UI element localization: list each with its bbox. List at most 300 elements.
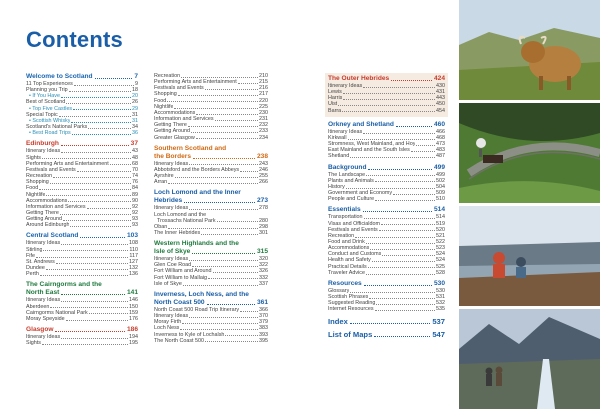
dot-leader [55, 331, 125, 332]
dot-leader [61, 338, 128, 339]
entry-page-number: 26 [132, 99, 138, 106]
dot-leader [191, 132, 258, 133]
dot-leader [63, 220, 131, 221]
entry-title: Harris [328, 95, 343, 102]
entry-page-number: 522 [436, 238, 445, 245]
dot-leader [342, 111, 435, 112]
dot-leader [343, 93, 435, 94]
entry-title: Food [26, 185, 39, 192]
entry-page-number: 176 [129, 315, 138, 322]
entry-page-number: 132 [129, 265, 138, 272]
entry-title: Fife [26, 252, 35, 259]
section-heading[interactable] [154, 240, 268, 248]
toc-entry[interactable] [328, 270, 445, 276]
dot-leader [350, 323, 430, 324]
entry-page-number: 18 [132, 87, 138, 94]
dot-leader [208, 278, 258, 279]
entry-page-number: 370 [259, 313, 268, 320]
section-title: Index [328, 316, 348, 326]
section-title: Isle of Skye [154, 248, 191, 256]
dot-leader [61, 145, 129, 146]
entry-page-number: 210 [259, 73, 268, 79]
entry-title: Itinerary Ideas [154, 160, 189, 167]
section-heading[interactable] [328, 75, 445, 83]
entry-page-number: 301 [259, 229, 268, 236]
dot-leader [42, 158, 131, 159]
entry-title: Sights [26, 154, 41, 161]
toc-entry[interactable] [154, 230, 268, 236]
dot-leader [68, 201, 131, 202]
entry-page-number: 89 [132, 191, 138, 198]
toc-section [328, 121, 445, 160]
entry-page-number: 266 [259, 179, 268, 186]
entry-page-number: 430 [436, 83, 445, 89]
dot-leader [355, 237, 435, 238]
section-page-number: 547 [432, 329, 445, 339]
entry-title: Ayrshire [154, 173, 174, 180]
entry-title: Planning you Trip [26, 87, 68, 94]
entry-page-number: 215 [259, 79, 268, 86]
entry-title: Itinerary Ideas [26, 240, 61, 247]
section-page-number: 514 [433, 206, 445, 214]
entry-page-number: 395 [259, 337, 268, 344]
entry-page-number: 29 [132, 105, 138, 112]
section-title: Essentials [328, 206, 361, 214]
section-page-number: 537 [432, 316, 445, 326]
toc-section [325, 73, 448, 117]
entry-title: Internet Resources [328, 306, 374, 313]
toc-column-3 [328, 73, 445, 339]
entry-page-number: 36 [132, 130, 138, 137]
section-page-number: 424 [433, 75, 445, 82]
entry-page-number: 520 [436, 226, 445, 233]
entry-page-number: 31 [132, 117, 138, 124]
entry-title: Lewis [328, 89, 342, 96]
dot-leader [43, 250, 128, 251]
section-title: Glasgow [26, 326, 54, 333]
dot-leader [168, 183, 258, 184]
section-page-number: 530 [433, 279, 445, 287]
entry-page-number: 466 [436, 128, 445, 135]
dot-leader [182, 323, 258, 324]
dot-leader [193, 158, 255, 159]
dot-leader [61, 294, 125, 295]
dot-leader [192, 253, 255, 254]
dot-leader [46, 269, 128, 270]
entry-page-number: 217 [259, 91, 268, 98]
entry-page-number: 454 [436, 107, 445, 114]
entry-page-number: 108 [129, 240, 138, 247]
entry-title: • If You Have [29, 93, 60, 100]
entry-page-number: 450 [436, 101, 445, 108]
entry-page-number: 20 [132, 93, 138, 100]
entry-title: Trossachs National Park [157, 217, 216, 224]
dot-leader [205, 341, 258, 342]
entry-page-number: 509 [436, 190, 445, 197]
entry-page-number: 528 [436, 269, 445, 276]
entry-title: Itinerary Ideas [154, 313, 189, 320]
dot-leader [89, 313, 128, 314]
dot-leader [61, 244, 128, 245]
section-heading[interactable] [328, 317, 445, 326]
dot-leader [396, 126, 432, 127]
toc-entry[interactable] [26, 222, 138, 228]
dot-leader [95, 78, 133, 79]
entry-page-number: 322 [259, 262, 268, 269]
entry-title: Itinerary Ideas [328, 83, 363, 89]
toc-entry[interactable] [26, 316, 138, 322]
toc-entry[interactable] [26, 340, 138, 346]
entry-title: Recreation [26, 173, 53, 180]
entry-title: Fort William to Mallaig [154, 274, 208, 281]
entry-title: Dundee [26, 265, 45, 272]
entry-page-number: 366 [259, 306, 268, 313]
dot-leader [375, 181, 435, 182]
entry-title: Accommodations [328, 245, 370, 252]
entry-title: Getting There [154, 122, 187, 129]
dot-leader [189, 164, 258, 165]
entry-title: Uist [328, 101, 338, 108]
dot-leader [364, 285, 432, 286]
toc-entry[interactable] [26, 271, 138, 277]
entry-title: Glen Coe Road [154, 262, 192, 269]
entry-page-number: 326 [259, 268, 268, 275]
dot-leader [372, 261, 435, 262]
photo-strip [459, 0, 600, 409]
entry-page-number: 524 [436, 251, 445, 258]
entry-title: Getting There [26, 209, 59, 216]
dot-leader [350, 157, 435, 158]
entry-page-number: 468 [436, 134, 445, 141]
dot-leader [382, 255, 435, 256]
dot-leader [393, 194, 435, 195]
entry-title: Barra [328, 107, 342, 114]
toc-entry[interactable] [328, 306, 445, 312]
dot-leader [411, 151, 435, 152]
entry-page-number: 110 [129, 246, 138, 253]
dot-leader [73, 109, 131, 110]
dot-leader [72, 134, 131, 135]
toc-section [328, 317, 445, 326]
dot-leader [60, 214, 131, 215]
section-heading[interactable] [154, 153, 268, 161]
toc-entry[interactable] [154, 179, 268, 185]
photo-waterfall-skye [459, 309, 600, 409]
dot-leader [238, 83, 258, 84]
dot-leader [87, 208, 131, 209]
dot-leader [61, 152, 131, 153]
dot-leader [205, 89, 258, 90]
entry-title: Stirling [26, 246, 43, 253]
entry-title: 11 Top Experiences [26, 81, 73, 87]
section-page-number: 103 [126, 232, 138, 240]
dot-leader [61, 97, 131, 98]
entry-title: Shopping [26, 179, 49, 186]
dot-leader [215, 120, 258, 121]
dot-leader [40, 275, 128, 276]
entry-title: Food [154, 97, 167, 104]
toc-section [26, 140, 138, 228]
dot-leader [174, 108, 258, 109]
entry-title: History [328, 183, 345, 190]
entry-title: Shetland [328, 153, 350, 160]
entry-page-number: 48 [132, 154, 138, 161]
toc-section [26, 232, 138, 277]
entry-title: Greater Glasgow [154, 134, 195, 141]
entry-title: Itinerary Ideas [154, 205, 189, 212]
dot-leader [374, 336, 430, 337]
toc-section [154, 189, 268, 236]
toc-entry[interactable] [154, 135, 268, 141]
dot-leader [207, 304, 255, 305]
entry-page-number: 195 [129, 340, 138, 347]
entry-title: Nightlife [26, 191, 46, 198]
section-heading[interactable] [154, 189, 268, 197]
entry-page-number: 68 [132, 160, 138, 167]
entry-title: Loch Ness [154, 325, 180, 332]
section-heading[interactable] [26, 281, 138, 289]
dot-leader [70, 226, 131, 227]
entry-page-number: 523 [436, 245, 445, 252]
dot-leader [196, 114, 258, 115]
entry-page-number: 473 [436, 141, 445, 148]
toc-section [154, 145, 268, 186]
entry-page-number: 332 [259, 274, 268, 281]
entry-page-number: 525 [436, 263, 445, 270]
section-page-number: 315 [256, 248, 268, 256]
entry-page-number: 531 [436, 294, 445, 301]
dot-leader [110, 164, 131, 165]
dot-leader [61, 301, 128, 302]
dot-leader [366, 243, 435, 244]
entry-page-number: 150 [129, 303, 138, 310]
entry-title: Itinerary Ideas [154, 256, 189, 263]
toc-entry[interactable] [154, 338, 268, 344]
entry-title: Cairngorms National Park [26, 309, 88, 316]
dot-leader [183, 285, 258, 286]
section-heading[interactable] [328, 164, 445, 172]
dot-leader [366, 274, 435, 275]
toc-column-2 [154, 73, 268, 344]
dot-leader [69, 91, 131, 92]
toc-entry[interactable] [328, 153, 445, 159]
section-heading[interactable] [154, 248, 268, 256]
section-heading[interactable] [328, 280, 445, 288]
dot-leader [379, 230, 435, 231]
dot-leader [375, 310, 435, 311]
section-heading[interactable] [26, 73, 138, 81]
entry-title: Loch Lomond and the [154, 211, 207, 218]
dot-leader [343, 99, 435, 100]
entry-page-number: 337 [259, 280, 268, 287]
section-heading[interactable] [154, 145, 268, 153]
photo-highland-cow [459, 0, 600, 100]
entry-page-number: 117 [129, 252, 138, 259]
dot-leader [50, 307, 128, 308]
entry-page-number: 524 [436, 257, 445, 264]
section-page-number: 141 [126, 289, 138, 297]
dot-leader [189, 317, 258, 318]
entry-title: Itinerary Ideas [26, 334, 61, 340]
dot-leader [348, 139, 435, 140]
entry-page-number: 216 [259, 85, 268, 92]
toc-section [154, 240, 268, 287]
dot-leader [196, 138, 258, 139]
entry-title: Information and Services [154, 116, 214, 123]
dot-leader [363, 211, 432, 212]
dot-leader [178, 95, 258, 96]
dot-leader [167, 101, 258, 102]
entry-title: People and Culture [328, 196, 375, 203]
entry-title: Plants and Animals [328, 177, 374, 184]
entry-page-number: 230 [259, 109, 268, 116]
entry-page-number: 443 [436, 95, 445, 102]
entry-page-number: 514 [436, 214, 445, 221]
entry-title: Conduct and Customs [328, 251, 382, 258]
page-title: Contents [26, 27, 123, 52]
entry-page-number: 92 [132, 209, 138, 216]
dot-leader [66, 320, 128, 321]
dot-leader [375, 200, 435, 201]
entry-page-number: 70 [132, 166, 138, 173]
entry-title: Around Edinburgh [26, 222, 70, 229]
section-heading[interactable] [328, 206, 445, 214]
toc-entry[interactable] [328, 196, 445, 202]
entry-title: • Scottish Whisky [29, 117, 71, 124]
entry-title: Accommodations [154, 109, 196, 116]
section-heading[interactable] [154, 299, 268, 307]
entry-title: Health and Safety [328, 257, 371, 264]
dot-leader [168, 228, 258, 229]
entry-page-number: 499 [436, 171, 445, 178]
dot-leader [80, 237, 125, 238]
entry-title: St. Andrews [26, 258, 55, 265]
dot-leader [213, 272, 258, 273]
entry-title: The Inner Hebrides [154, 229, 201, 236]
dot-leader [56, 263, 128, 264]
entry-page-number: 93 [132, 216, 138, 223]
entry-title: • Best Road Trips [29, 130, 71, 137]
section-title: Edinburgh [26, 140, 59, 148]
dot-leader [363, 87, 435, 88]
section-page-number: 7 [134, 73, 138, 80]
dot-leader [46, 195, 131, 196]
photo-viaduct-train [459, 103, 600, 203]
entry-page-number: 243 [259, 160, 268, 167]
entry-title: Moray Firth [154, 319, 182, 326]
dot-leader [88, 128, 131, 129]
entry-title: Arran [154, 179, 168, 186]
entry-title: Practical Details [328, 263, 367, 270]
section-title: North Coast 500 [154, 298, 205, 306]
section-heading[interactable] [26, 326, 138, 334]
dot-leader [201, 234, 258, 235]
entry-title: Nightlife [154, 103, 174, 110]
entry-title: Festivals and Events [154, 85, 204, 92]
entry-page-number: 383 [259, 325, 268, 332]
section-heading[interactable] [26, 140, 138, 148]
entry-title: Oban [154, 223, 168, 230]
section-heading[interactable] [26, 289, 138, 297]
entry-title: Festivals and Events [328, 226, 378, 233]
toc-section [26, 281, 138, 322]
toc-section [154, 73, 268, 141]
section-title: The Cairngorms and the [26, 281, 102, 289]
section-heading[interactable] [26, 232, 138, 240]
entry-title: Isle of Skye [154, 280, 182, 287]
entry-title: Government and Economy [328, 190, 393, 197]
dot-leader [188, 126, 258, 127]
dot-leader [184, 202, 255, 203]
entry-page-number: 255 [259, 173, 268, 180]
dot-leader [71, 122, 131, 123]
section-title: Orkney and Shetland [328, 120, 394, 128]
entry-page-number: 146 [129, 297, 138, 304]
entry-title: • Top Five Castles [29, 105, 73, 112]
section-page-number: 37 [130, 140, 138, 148]
section-title: North East [26, 289, 60, 297]
dot-leader [36, 257, 128, 258]
entry-page-number: 320 [259, 256, 268, 263]
entry-page-number: 9 [135, 81, 138, 87]
dot-leader [369, 298, 435, 299]
section-page-number: 238 [256, 152, 268, 160]
entry-title: Itinerary Ideas [328, 128, 363, 135]
entry-title: Itinerary Ideas [26, 297, 61, 304]
entry-title: Sights [26, 340, 41, 347]
dot-leader [175, 177, 258, 178]
dot-leader [338, 105, 435, 106]
entry-page-number: 431 [436, 89, 445, 96]
entry-title: Traveler Advice [328, 269, 365, 276]
toc-section [328, 330, 445, 339]
toc-section [26, 73, 138, 136]
section-title: Inverness, Loch Ness, and the [154, 290, 249, 298]
entry-page-number: 233 [259, 128, 268, 135]
section-heading[interactable] [328, 330, 445, 339]
section-title: the Borders [154, 152, 192, 160]
toc-entry[interactable] [26, 130, 138, 136]
entry-title: Visas and Officialdom [328, 220, 380, 227]
entry-page-number: 234 [259, 134, 268, 141]
entry-page-number: 483 [436, 147, 445, 154]
section-heading[interactable] [328, 121, 445, 129]
entry-page-number: 232 [259, 122, 268, 129]
dot-leader [366, 175, 435, 176]
toc-entry[interactable] [328, 108, 445, 114]
dot-leader [181, 77, 258, 78]
section-title: List of Maps [328, 329, 373, 339]
entry-title: Special Topic [26, 111, 58, 118]
entry-page-number: 127 [129, 258, 138, 265]
entry-title: The Landscape [328, 171, 366, 178]
entry-title: Aberdeen [26, 303, 50, 310]
toc-entry[interactable] [154, 281, 268, 287]
entry-title: Performing Arts and Entertainment [26, 160, 109, 167]
section-title: Central Scotland [26, 232, 79, 240]
section-heading[interactable] [154, 197, 268, 205]
dot-leader [376, 304, 435, 305]
section-heading[interactable] [154, 291, 268, 299]
entry-page-number: 220 [259, 97, 268, 104]
dot-leader [368, 267, 435, 268]
entry-page-number: 502 [436, 177, 445, 184]
dot-leader [346, 188, 435, 189]
section-page-number: 186 [126, 326, 138, 333]
entry-title: Transportation [328, 214, 363, 221]
entry-page-number: 74 [132, 173, 138, 180]
toc-section [328, 164, 445, 203]
